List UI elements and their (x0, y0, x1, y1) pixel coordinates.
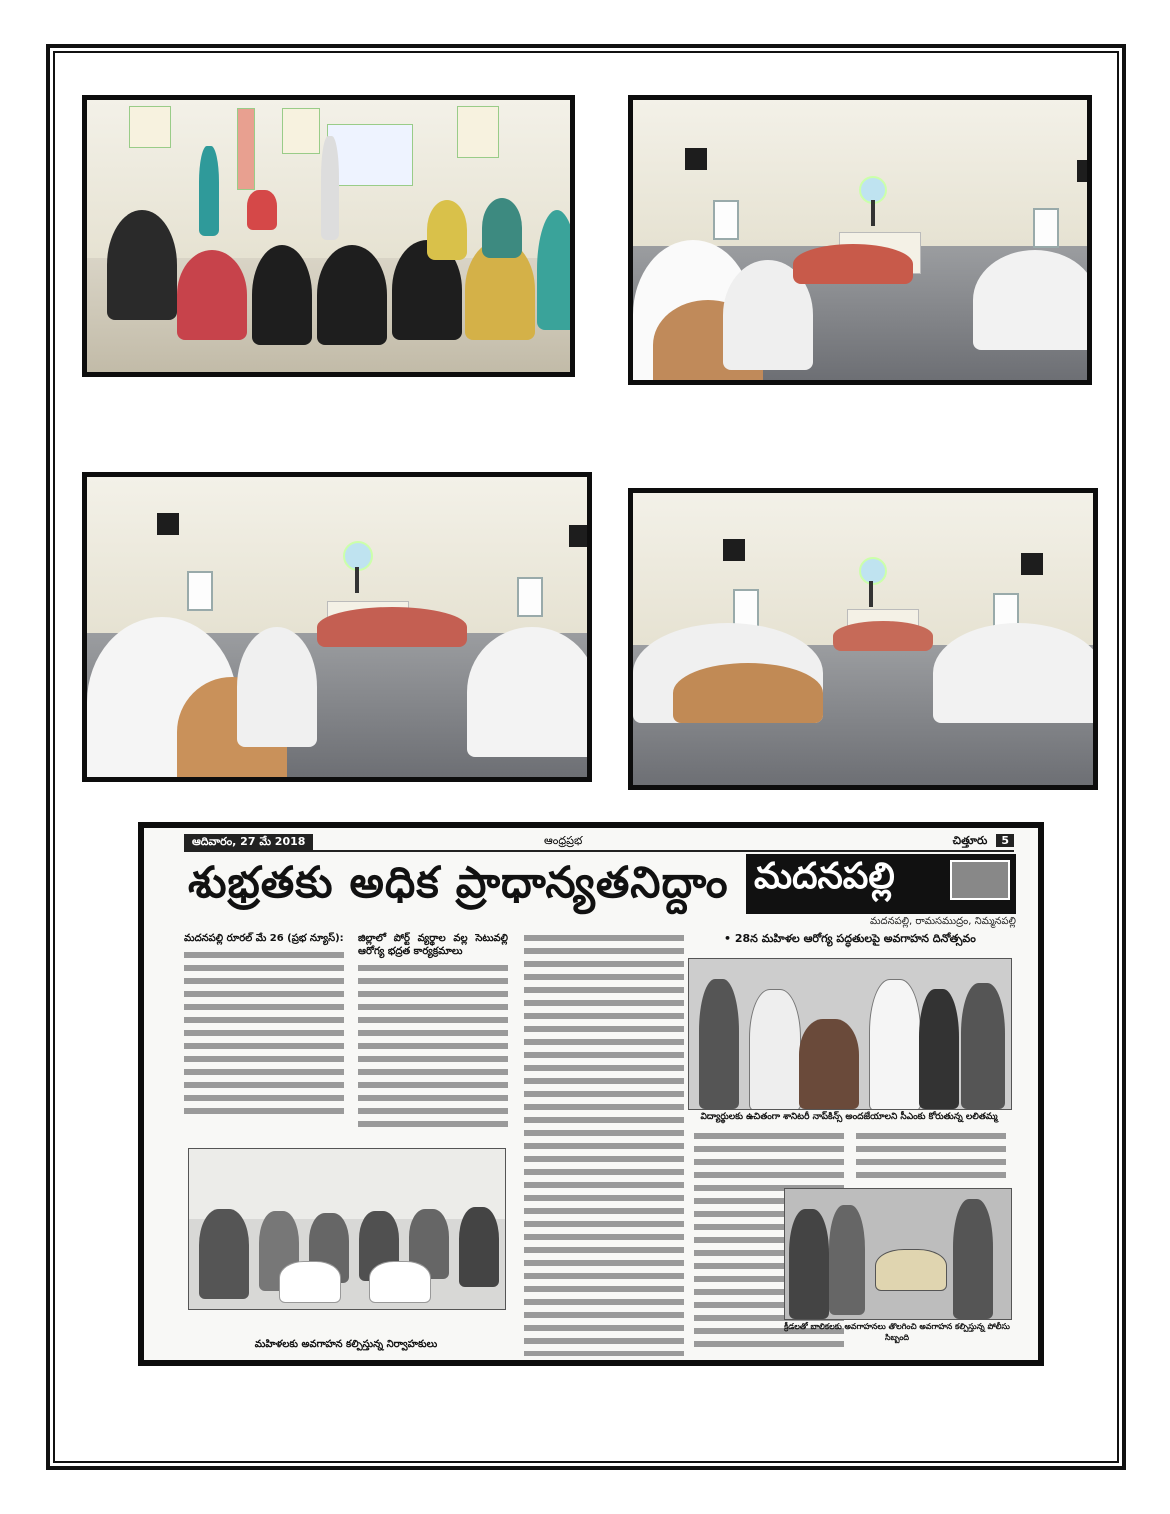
photo-hall-meeting-3 (628, 488, 1098, 790)
newspaper-page-label (944, 834, 1014, 850)
column-2-heading: జిల్లాలో పోర్ట్ వ్యర్థాల వల్ల సెటువల్లి ఆరోగ్య భద్రత కార్యక్రమాలు (358, 933, 508, 957)
newspaper-photo-officials (688, 958, 1012, 1110)
article-column-2 (358, 932, 508, 1152)
newspaper-header-bar (184, 834, 1014, 852)
article-dateline: మదనపల్లి రూరల్ మే 26 (ప్రభ న్యూస్): (184, 933, 344, 944)
newspaper-photo-students (784, 1188, 1012, 1320)
masthead-subtitle: మదనపల్లి, రామసముద్రం, నిమ్మనపల్లి (869, 916, 1016, 927)
newspaper-masthead (746, 854, 1016, 914)
caption-left-photo: మహిళలకు అవగాహన కల్పిస్తున్న నిర్వాహకులు (254, 1339, 438, 1350)
column-2-text-lines (358, 962, 508, 1132)
masthead-title: మదనపల్లి (754, 856, 895, 897)
newspaper-photo-women-meeting (188, 1148, 506, 1310)
bullet-heading: • 28న మహిళల ఆరోగ్య పద్ధతులపై అవగాహన దినోత్సవం (724, 932, 976, 945)
article-column-5 (856, 1130, 1006, 1182)
photo-hall-meeting-2 (82, 472, 592, 782)
newspaper-headline: శుభ్రతకు అధిక ప్రాధాన్యతనిద్దాం (188, 858, 729, 908)
newspaper-date: ఆదివారం, 27 మే 2018 (184, 834, 313, 852)
newspaper-clipping (138, 822, 1044, 1366)
newspaper-brand: ఆంధ్రప్రభ (544, 834, 583, 847)
photo-hall-meeting-1 (628, 95, 1092, 385)
column-1-text-lines (184, 949, 344, 1119)
article-column-3 (524, 932, 684, 1356)
caption-right-bottom-photo: క్రీడలతో బాలికలకు అవగాహనలు తొలగించి అవగాహన కల్పిస్తున్న పోలీసు సిబ్బంది (784, 1322, 1010, 1342)
masthead-thumbnail (950, 860, 1010, 900)
district-label: చిత్తూరు (952, 834, 988, 847)
article-column-1 (184, 932, 344, 1132)
photo-training-circle (82, 95, 575, 377)
caption-right-top-photo: విద్యార్థులకు ఉచితంగా శానిటరీ నాప్‌కిన్స్ అందజేయాలని సీఎంకు కోరుతున్న లలితమ్మ (700, 1112, 998, 1122)
page-number: 5 (996, 834, 1014, 847)
